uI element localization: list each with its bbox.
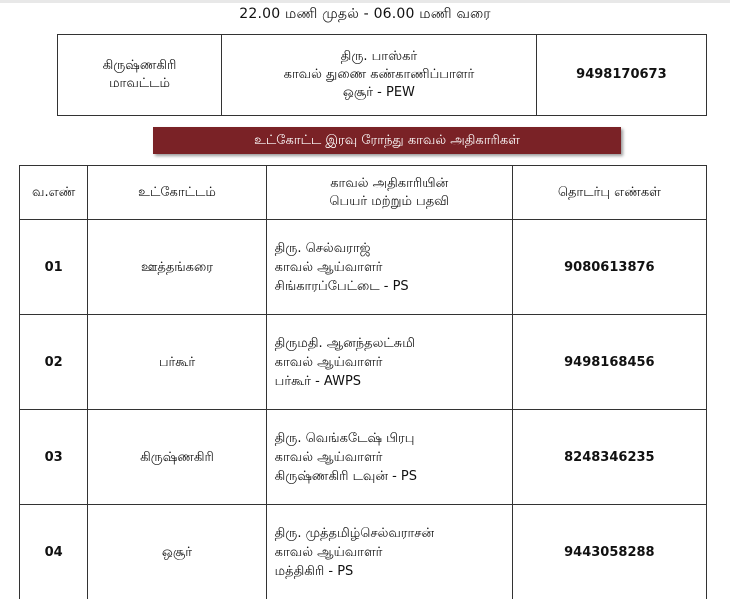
row-officer-station: மத்திகிரி - PS <box>275 562 512 581</box>
row-officer-name: திருமதி. ஆனந்தலட்சுமி <box>275 334 512 353</box>
row-officer-designation: காவல் ஆய்வாளர் <box>275 543 512 562</box>
officer-designation: காவல் துணை கண்காணிப்பாளர் <box>222 66 536 84</box>
officer-station: ஒசூர் - PEW <box>222 84 536 102</box>
table-header-row <box>20 166 707 220</box>
header-officer-line1: காவல் அதிகாரியின் <box>267 175 512 193</box>
row-officer <box>266 505 512 599</box>
table-row <box>20 410 707 505</box>
row-officer <box>266 315 512 410</box>
subdivision-officers-table <box>19 165 707 599</box>
district-name: கிருஷ்ணகிரி <box>58 57 221 75</box>
time-range-heading: 22.00 மணி முதல் - 06.00 மணி வரை <box>0 6 730 24</box>
district-officer-phone: 9498170673 <box>536 35 706 116</box>
header-subdivision: உட்கோட்டம் <box>88 166 266 220</box>
row-officer-name: திரு. செல்வராஜ் <box>275 239 512 258</box>
row-subdivision: ஊத்தங்கரை <box>88 220 266 315</box>
row-subdivision: ஒசூர் <box>88 505 266 599</box>
row-serial: 02 <box>20 315 88 410</box>
row-officer <box>266 410 512 505</box>
district-officer-row <box>58 35 707 116</box>
district-suffix: மாவட்டம் <box>58 75 221 93</box>
row-officer-designation: காவல் ஆய்வாளர் <box>275 448 512 467</box>
district-officer-cell <box>222 35 537 116</box>
officer-name: திரு. பாஸ்கர் <box>222 48 536 66</box>
row-officer-designation: காவல் ஆய்வாளர் <box>275 353 512 372</box>
row-officer-designation: காவல் ஆய்வாளர் <box>275 258 512 277</box>
table-row <box>20 315 707 410</box>
header-serial: வ.எண் <box>20 166 88 220</box>
header-officer-line2: பெயர் மற்றும் பதவி <box>267 193 512 211</box>
row-phone: 9080613876 <box>512 220 706 315</box>
row-officer <box>266 220 512 315</box>
header-officer <box>266 166 512 220</box>
row-serial: 01 <box>20 220 88 315</box>
row-serial: 04 <box>20 505 88 599</box>
district-cell <box>58 35 222 116</box>
row-subdivision: பர்கூர் <box>88 315 266 410</box>
row-officer-name: திரு. முத்தமிழ்செல்வராசன் <box>275 524 512 543</box>
row-serial: 03 <box>20 410 88 505</box>
district-officer-table <box>57 34 707 116</box>
row-subdivision: கிருஷ்ணகிரி <box>88 410 266 505</box>
row-officer-station: சிங்காரப்பேட்டை - PS <box>275 277 512 296</box>
row-phone: 9443058288 <box>512 505 706 599</box>
row-officer-name: திரு. வெங்கடேஷ் பிரபு <box>275 429 512 448</box>
row-phone: 8248346235 <box>512 410 706 505</box>
row-phone: 9498168456 <box>512 315 706 410</box>
row-officer-station: பர்கூர் - AWPS <box>275 372 512 391</box>
subdivision-night-patrol-banner: உட்கோட்ட இரவு ரோந்து காவல் அதிகாரிகள் <box>153 127 621 154</box>
table-row <box>20 220 707 315</box>
header-contact: தொடர்பு எண்கள் <box>512 166 706 220</box>
table-row <box>20 505 707 599</box>
row-officer-station: கிருஷ்ணகிரி டவுன் - PS <box>275 467 512 486</box>
top-border-strip <box>0 0 730 3</box>
